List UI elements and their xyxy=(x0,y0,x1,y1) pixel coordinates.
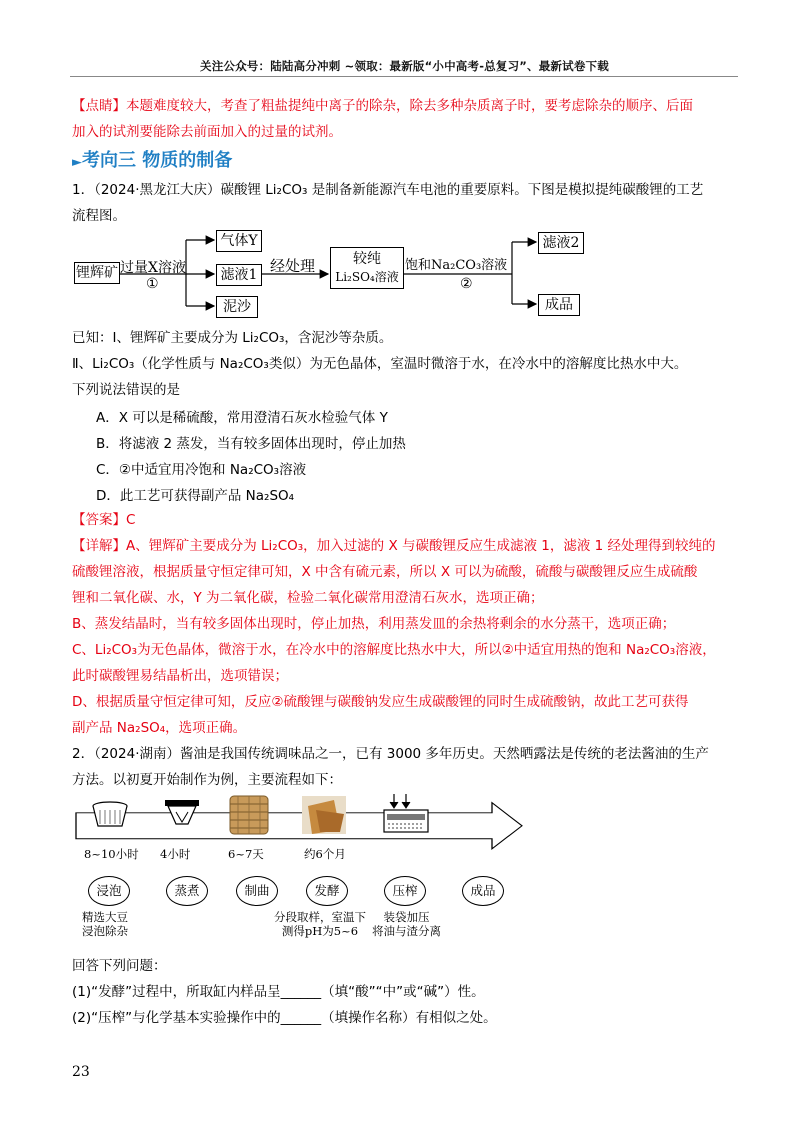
section-arrow-icon: ► xyxy=(72,155,82,170)
q1-detail-line-3: 锂和二氧化碳、水，Y 为二氧化碳，检验二氧化碳常用澄清石灰水，选项正确； xyxy=(72,590,544,606)
q1-detail-line-5: C、Li₂CO₃为无色晶体，微溶于水，在冷水中的溶解度比热水中大，所以②中适宜用热的饱和 Na₂CO₃溶液， xyxy=(72,642,716,658)
flow-label-step1-num: ① xyxy=(146,276,159,292)
flow-box-mud: 泥沙 xyxy=(216,296,258,318)
ferment-jar-icon xyxy=(302,796,346,834)
flow-label-step1: 过量X溶液 xyxy=(120,260,186,276)
q2-ask: 回答下列问题： xyxy=(72,958,167,974)
q1-detail-line-8: 副产品 Na₂SO₄，选项正确。 xyxy=(72,720,247,736)
flow-box-product: 较纯 Li₂SO₄溶液 xyxy=(330,247,404,289)
q2-sub-2: (2)“压榨”与化学基本实验操作中的______（填操作名称）有相似之处。 xyxy=(72,1010,497,1026)
flow-box-filtrate2: 滤液2 xyxy=(538,232,584,254)
flow-box-filtrate1: 滤液1 xyxy=(216,264,262,286)
note-soak: 精选大豆 浸泡除杂 xyxy=(82,910,128,938)
soak-bowl-icon xyxy=(93,802,127,826)
q1-option-d: D．此工艺可获得副产品 Na₂SO₄ xyxy=(96,488,295,504)
q1-detail-line-1: 【详解】A、锂辉矿主要成分为 Li₂CO₃，加入过滤的 X 与碳酸锂反应生成滤液 1，滤液 1 经处理得到较纯的 xyxy=(72,538,716,554)
page-header: 关注公众号：陆陆高分冲刺 ~领取：最新版“小中高考-总复习”、最新试卷下载 xyxy=(200,59,609,73)
q1-option-c: C．②中适宜用冷饱和 Na₂CO₃溶液 xyxy=(96,462,307,478)
q1-known-1: 已知：Ⅰ、锂辉矿主要成分为 Li₂CO₃，含泥沙等杂质。 xyxy=(72,330,393,346)
section-title: ►考向三 物质的制备 xyxy=(72,150,233,171)
q1-answer: 【答案】C xyxy=(72,512,136,528)
step-koji: 制曲 xyxy=(236,876,278,906)
q1-detail-line-7: D、根据质量守恒定律可知，反应②硫酸锂与碳酸钠发应生成碳酸锂的同时生成硫酸钠，故此工艺可获得 xyxy=(72,694,689,710)
q1-stem-line-1: 1．（2024·黑龙江大庆）碳酸锂 Li₂CO₃ 是制备新能源汽车电池的重要原料。下图是模拟提纯碳酸锂的工艺 xyxy=(72,182,704,198)
flow-box-final: 成品 xyxy=(538,294,580,316)
tip-line-2: 加入的试剂要能除去前面加入的过量的试剂。 xyxy=(72,124,342,140)
tip-line-1: 【点睛】本题难度较大，考查了粗盐提纯中离子的除杂，除去多种杂质离子时，要考虑除杂的顺序、后面 xyxy=(72,98,693,114)
step-soak: 浸泡 xyxy=(88,876,130,906)
step-press: 压榨 xyxy=(384,876,426,906)
time-label-steam: 4小时 xyxy=(160,847,191,861)
step-ferment: 发酵 xyxy=(306,876,348,906)
flow-label-step2: 饱和Na₂CO₃溶液 xyxy=(405,258,508,273)
q2-stem-line-1: 2．（2024·湖南）酱油是我国传统调味品之一，已有 3000 多年历史。天然晒露法是传统的老法酱油的生产 xyxy=(72,746,709,762)
step-final: 成品 xyxy=(462,876,504,906)
q2-stem-line-2: 方法。以初夏开始制作为例，主要流程如下： xyxy=(72,772,342,788)
q1-detail-line-6: 此时碳酸锂易结晶析出，选项错误； xyxy=(72,668,288,684)
time-label-soak: 8~10小时 xyxy=(84,847,139,861)
note-ferment: 分段取样，室温下 测得pH为5~6 xyxy=(274,910,366,938)
q1-option-a: A．X 可以是稀硫酸，常用澄清石灰水检验气体 Y xyxy=(96,410,388,426)
flow-box-gas: 气体Y xyxy=(216,230,262,252)
time-label-ferment: 约6个月 xyxy=(304,847,346,861)
page-number: 23 xyxy=(72,1064,90,1080)
q2-sub-1: (1)“发酵”过程中，所取缸内样品呈______（填“酸”“中”或“碱”）性。 xyxy=(72,984,485,1000)
q1-option-b: B．将滤液 2 蒸发，当有较多固体出现时，停止加热 xyxy=(96,436,406,452)
q1-detail-line-4: B、蒸发结晶时，当有较多固体出现时，停止加热，利用蒸发皿的余热将剩余的水分蒸干，选项正确； xyxy=(72,616,676,632)
press-icon xyxy=(384,794,428,832)
step-steam: 蒸煮 xyxy=(166,876,208,906)
flow-label-step2-num: ② xyxy=(460,276,473,292)
time-label-koji: 6~7天 xyxy=(228,847,264,861)
q1-detail-line-2: 硫酸锂溶液，根据质量守恒定律可知，X 中含有硫元素，所以 X 可以为硫酸，硫酸与碳酸锂反应生成硫酸 xyxy=(72,564,698,580)
header-divider xyxy=(70,76,738,77)
q1-ask: 下列说法错误的是 xyxy=(72,382,180,398)
koji-basket-icon xyxy=(230,796,268,834)
timeline-graphic xyxy=(72,792,532,882)
q1-stem-line-2: 流程图。 xyxy=(72,208,126,224)
flow-label-process: 经处理 xyxy=(270,257,316,275)
note-press: 装袋加压 将油与渣分离 xyxy=(372,910,441,938)
q1-known-2: Ⅱ、Li₂CO₃（化学性质与 Na₂CO₃类似）为无色晶体，室温时微溶于水，在冷水中的溶解度比热水中大。 xyxy=(72,356,688,372)
flow-box-start: 锂辉矿 xyxy=(74,262,120,284)
